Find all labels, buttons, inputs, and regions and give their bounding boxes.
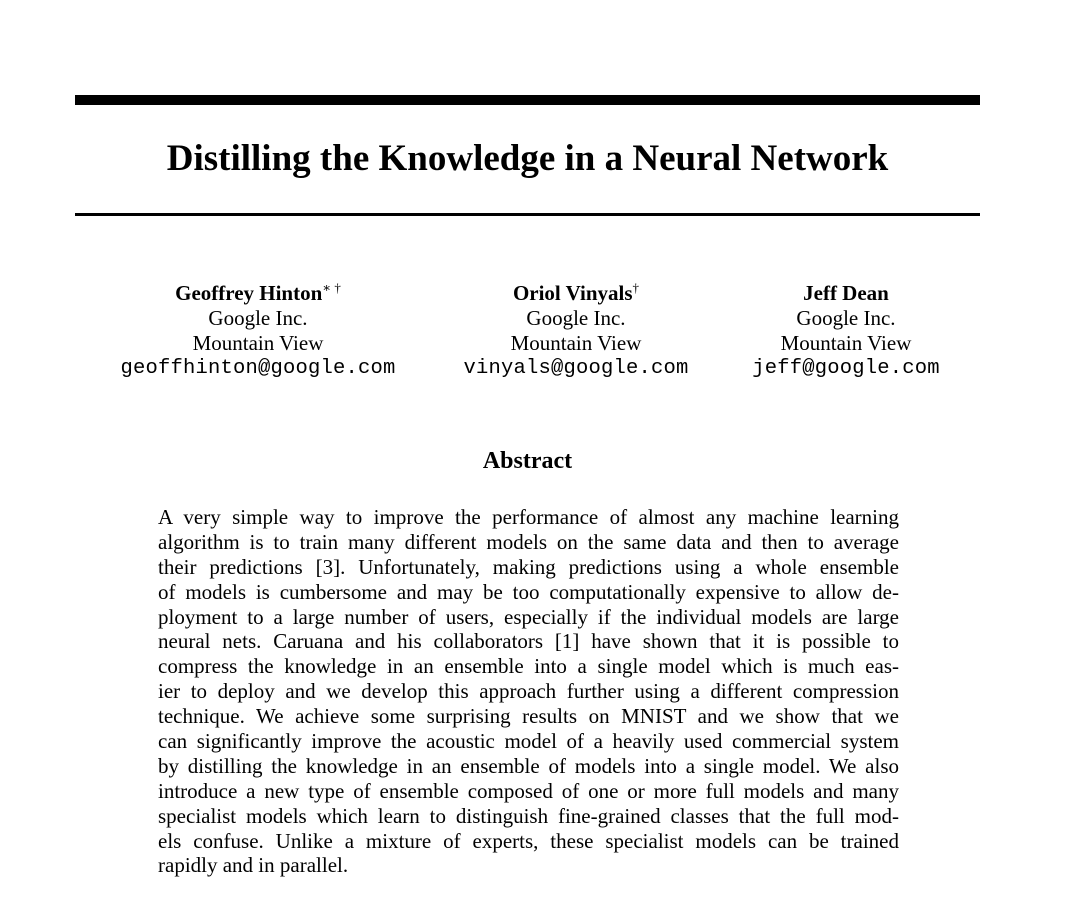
- author-block: [741, 281, 951, 381]
- abstract-body: [158, 505, 899, 878]
- abstract-line: their predictions [3]. Unfortunately, making predictions using a whole ensemble: [158, 554, 899, 579]
- title-rule-top: [75, 95, 980, 105]
- abstract-line: A very simple way to improve the performance of almost any machine learning: [158, 505, 899, 529]
- abstract-line: neural nets. Caruana and his collaborators [1] have shown that it is possible to: [158, 629, 899, 654]
- author-location: Mountain View: [780, 331, 912, 355]
- author-email: jeff@google.com: [752, 357, 940, 380]
- abstract-heading: Abstract: [482, 448, 573, 474]
- abstract-line: introduce a new type of ensemble composed of one or more full models and many: [158, 778, 899, 803]
- author-affiliation: Google Inc.: [208, 306, 308, 330]
- abstract-line: els confuse. Unlike a mixture of experts, these specialist models can be trained: [158, 828, 899, 853]
- author-block: [105, 281, 411, 381]
- title-rule-bottom: [75, 213, 980, 216]
- paper-title: Distilling the Knowledge in a Neural Network: [166, 138, 889, 179]
- author-location: Mountain View: [510, 331, 642, 355]
- abstract-line: compress the knowledge in an ensemble into a single model which is much eas-: [158, 654, 899, 679]
- abstract-line: of models is cumbersome and may be too computationally expensive to allow de-: [158, 579, 899, 604]
- abstract-line: ployment to a large number of users, especially if the individual models are large: [158, 604, 899, 629]
- author-name: Geoffrey Hinton∗ †: [175, 280, 341, 305]
- author-affiliation: Google Inc.: [796, 306, 896, 330]
- abstract-line: can significantly improve the acoustic model of a heavily used commercial system: [158, 729, 899, 754]
- author-affiliation: Google Inc.: [526, 306, 626, 330]
- author-location: Mountain View: [192, 331, 324, 355]
- abstract-line: by distilling the knowledge in an ensemble of models into a single model. We also: [158, 753, 899, 778]
- author-email: vinyals@google.com: [463, 357, 689, 380]
- author-name: Jeff Dean: [803, 281, 889, 305]
- abstract-line: rapidly and in parallel.: [158, 853, 349, 878]
- abstract-line: algorithm is to train many different models on the same data and then to average: [158, 529, 899, 554]
- author-name: Oriol Vinyals†: [512, 280, 640, 305]
- author-footnote-marks: ∗ †: [322, 280, 341, 295]
- abstract-line: specialist models which learn to distinguish fine-grained classes that the full mod-: [158, 803, 899, 828]
- abstract-line: technique. We achieve some surprising results on MNIST and we show that we: [158, 704, 899, 729]
- author-block: [451, 281, 701, 381]
- abstract-line: ier to deploy and we develop this approach further using a different compression: [158, 679, 899, 704]
- author-footnote-marks: †: [632, 280, 640, 295]
- author-email: geoffhinton@google.com: [120, 357, 396, 380]
